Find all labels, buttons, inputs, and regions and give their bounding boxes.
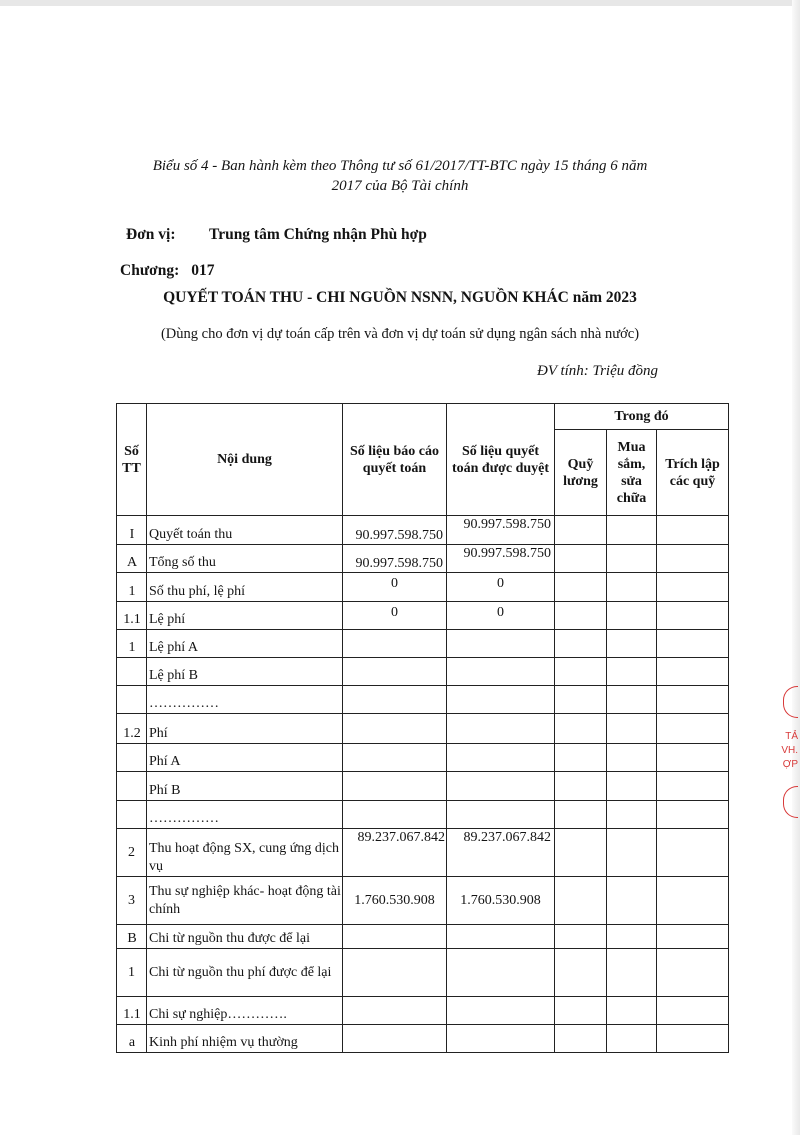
table-row [117,949,729,997]
row-tt: B [117,925,147,949]
header-tt: Số TT [117,404,147,516]
row-content: Chi từ nguồn thu phí được để lại [147,949,343,997]
row-content: Lệ phí B [147,658,343,686]
row-content: Phí B [147,772,343,801]
row-content: …………… [147,801,343,829]
row-tt [117,658,147,686]
row-procurement [607,573,657,602]
table-row [117,602,729,630]
row-approved [447,772,555,801]
seal-arc-top [783,686,798,718]
row-tt: 1.1 [117,602,147,630]
row-procurement [607,516,657,545]
unit-label: Đơn vị: [126,226,176,243]
report-subtitle: (Dùng cho đơn vị dự toán cấp trên và đơn vị dự toán sử dụng ngân sách nhà nước) [160,326,640,342]
row-reported [343,1025,447,1053]
row-procurement [607,545,657,573]
row-reported: 90.997.598.750 [343,516,447,545]
table-row [117,573,729,602]
row-reported [343,744,447,772]
row-approved [447,714,555,744]
table-row [117,829,729,877]
row-content: Phí A [147,744,343,772]
row-content: Lệ phí A [147,630,343,658]
table-row [117,772,729,801]
row-tt [117,686,147,714]
row-salary-fund [555,714,607,744]
row-approved: 89.237.067.842 [447,829,555,877]
row-fund-allocation [657,516,729,545]
header-approved: Số liệu quyết toán được duyệt [447,404,555,516]
row-reported [343,801,447,829]
row-content: Kinh phí nhiệm vụ thường [147,1025,343,1053]
row-reported: 90.997.598.750 [343,545,447,573]
row-approved [447,658,555,686]
row-approved [447,949,555,997]
row-procurement [607,925,657,949]
row-fund-allocation [657,829,729,877]
row-procurement [607,997,657,1025]
row-tt [117,744,147,772]
form-reference-line-2: 2017 của Bộ Tài chính [331,178,469,194]
row-fund-allocation [657,630,729,658]
row-reported: 89.237.067.842 [343,829,447,877]
row-reported [343,925,447,949]
row-procurement [607,1025,657,1053]
row-content: Tổng số thu [147,545,343,573]
header-procurement: Mua sắm, sửa chữa [607,430,657,516]
table-row [117,744,729,772]
row-salary-fund [555,772,607,801]
seal-text-3: ỢP [782,759,798,770]
table-row [117,516,729,545]
row-fund-allocation [657,573,729,602]
row-tt: 2 [117,829,147,877]
table-row [117,997,729,1025]
settlement-table [116,403,729,1053]
seal-text-2: VH. [781,745,798,756]
row-reported: 0 [343,573,447,602]
header-content: Nội dung [147,404,343,516]
header-fund-allocation: Trích lập các quỹ [657,430,729,516]
unit-value: Trung tâm Chứng nhận Phù hợp [209,226,427,243]
row-approved [447,925,555,949]
table-row [117,545,729,573]
row-approved: 90.997.598.750 [447,545,555,573]
chapter-label: Chương: [120,262,180,279]
row-fund-allocation [657,602,729,630]
row-tt: A [117,545,147,573]
row-salary-fund [555,573,607,602]
row-approved: 0 [447,573,555,602]
row-reported [343,772,447,801]
chapter-field [120,262,214,280]
row-fund-allocation [657,1025,729,1053]
header-breakdown: Trong đó [555,404,729,430]
row-approved: 1.760.530.908 [447,877,555,925]
row-fund-allocation [657,801,729,829]
row-procurement [607,949,657,997]
red-seal-fragment [772,686,798,816]
row-salary-fund [555,949,607,997]
chapter-value: 017 [191,262,215,279]
header-reported: Số liệu báo cáo quyết toán [343,404,447,516]
row-salary-fund [555,630,607,658]
row-salary-fund [555,801,607,829]
row-tt: a [117,1025,147,1053]
row-reported [343,714,447,744]
row-tt [117,801,147,829]
row-salary-fund [555,829,607,877]
table-row [117,925,729,949]
row-approved [447,801,555,829]
row-procurement [607,686,657,714]
table-row [117,1025,729,1053]
row-reported: 0 [343,602,447,630]
row-fund-allocation [657,949,729,997]
row-fund-allocation [657,545,729,573]
row-tt: 1 [117,949,147,997]
row-approved [447,997,555,1025]
row-content: Chi sự nghiệp…………. [147,997,343,1025]
row-fund-allocation [657,744,729,772]
unit-field [126,226,427,244]
report-title: QUYẾT TOÁN THU - CHI NGUỒN NSNN, NGUỒN KHÁC năm 2023 [163,289,637,306]
row-fund-allocation [657,877,729,925]
row-content: Số thu phí, lệ phí [147,573,343,602]
row-reported [343,949,447,997]
row-salary-fund [555,744,607,772]
row-salary-fund [555,545,607,573]
row-fund-allocation [657,686,729,714]
table-row [117,658,729,686]
row-tt: 3 [117,877,147,925]
row-reported [343,658,447,686]
row-salary-fund [555,658,607,686]
row-content: Chi từ nguồn thu được để lại [147,925,343,949]
table-row [117,801,729,829]
row-procurement [607,801,657,829]
row-tt: 1.2 [117,714,147,744]
row-procurement [607,744,657,772]
row-fund-allocation [657,714,729,744]
row-procurement [607,630,657,658]
row-approved: 0 [447,602,555,630]
row-salary-fund [555,877,607,925]
row-salary-fund [555,686,607,714]
seal-text-1: TẢ [785,731,798,742]
row-fund-allocation [657,772,729,801]
row-fund-allocation [657,997,729,1025]
row-procurement [607,714,657,744]
row-approved [447,630,555,658]
row-reported [343,630,447,658]
table-row [117,686,729,714]
row-salary-fund [555,602,607,630]
row-procurement [607,829,657,877]
row-content: …………… [147,686,343,714]
row-tt [117,772,147,801]
seal-arc-bottom [783,786,798,818]
row-approved [447,744,555,772]
row-salary-fund [555,925,607,949]
row-tt: I [117,516,147,545]
row-content: Phí [147,714,343,744]
form-reference-line-1: Biểu số 4 - Ban hành kèm theo Thông tư số 61/2017/TT-BTC ngày 15 tháng 6 năm [152,158,648,174]
table-row [117,877,729,925]
row-tt: 1.1 [117,997,147,1025]
row-content: Quyết toán thu [147,516,343,545]
row-procurement [607,877,657,925]
row-content: Thu hoạt động SX, cung ứng dịch vụ [147,829,343,877]
table-row [117,714,729,744]
row-procurement [607,772,657,801]
row-procurement [607,658,657,686]
row-fund-allocation [657,658,729,686]
row-approved [447,686,555,714]
page-edge [0,0,800,6]
header-salary-fund: Quỹ lương [555,430,607,516]
row-approved [447,1025,555,1053]
row-reported [343,997,447,1025]
row-reported: 1.760.530.908 [343,877,447,925]
row-content: Lệ phí [147,602,343,630]
row-fund-allocation [657,925,729,949]
row-approved: 90.997.598.750 [447,516,555,545]
row-procurement [607,602,657,630]
row-salary-fund [555,1025,607,1053]
currency-unit-note: ĐV tính: Triệu đồng [537,363,658,379]
table-row [117,630,729,658]
row-reported [343,686,447,714]
row-salary-fund [555,997,607,1025]
row-salary-fund [555,516,607,545]
row-tt: 1 [117,630,147,658]
row-tt: 1 [117,573,147,602]
row-content: Thu sự nghiệp khác- hoạt động tài chính [147,877,343,925]
